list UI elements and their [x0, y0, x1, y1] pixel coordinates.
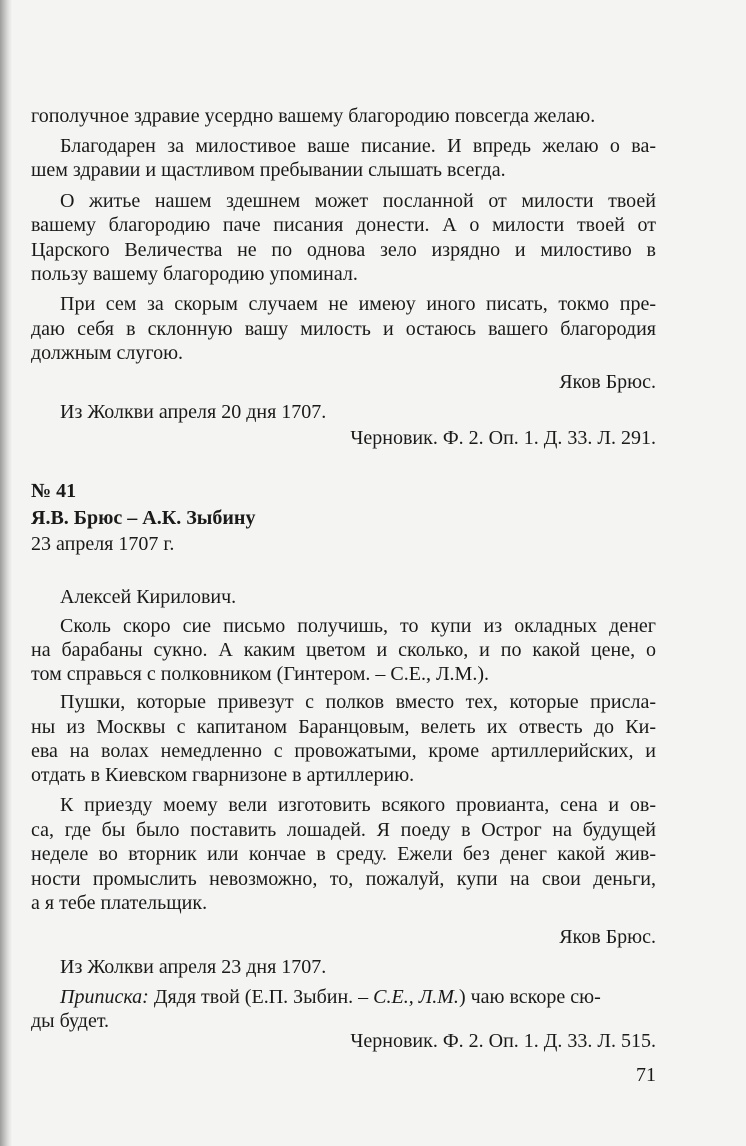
signature: Яков Брюс. [559, 926, 656, 948]
place-date: Из Жолкви апреля 23 дня 1707. [60, 956, 327, 978]
prev-letter-line: даю себя в склонную вашу милость и остаюсь вашего благородия [31, 318, 656, 340]
page-number: 71 [636, 1064, 656, 1086]
letter-line: а я тебе плательщик. [31, 892, 208, 914]
postscript-cont: ды будет. [31, 1010, 110, 1032]
prev-letter-line: При сем за скорым случаем не имеюу иного писать, токмо пре- [60, 293, 656, 315]
letter-line: Пушки, которые привезут с полков вместо тех, которые присла- [60, 691, 656, 713]
postscript-label: Приписка: [60, 986, 149, 1008]
letter-line: са, где бы было поставить лошадей. Я поеду в Острог на будущей [31, 819, 656, 841]
letter-line: том справься с полковником (Гинтером. – С.Е., Л.М.). [31, 663, 489, 685]
letter-line: отдать в Киевском гварнизоне в артиллерию. [31, 764, 415, 786]
letter-date: 23 апреля 1707 г. [31, 533, 175, 555]
letter-line: Сколь скоро сие письмо получишь, то купи из окладных денег [60, 615, 656, 637]
prev-letter-line: должным слугою. [31, 342, 184, 364]
letter-line: ности промыслить невозможно, то, пожалуй, купи на свои деньги, [31, 868, 656, 890]
prev-archive-ref: Черновик. Ф. 2. Оп. 1. Д. 33. Л. 291. [350, 427, 656, 449]
postscript-end: ) чаю вскоре сю- [458, 986, 601, 1008]
letter-line: К приезду моему вели изготовить всякого провианта, сена и ов- [60, 794, 656, 816]
prev-letter-line: О житье нашем здешнем может посланной от милости твоей [60, 190, 656, 212]
prev-letter-line: вашему благородию паче писания донести. А о милости твоей от [31, 214, 656, 236]
letter-line: неделе во вторник или кончае в среду. Ежели без денег какой жив- [31, 843, 656, 865]
postscript-initials: С.Е., Л.М. [373, 986, 459, 1008]
prev-letter-line: гополучное здравие усердно вашему благородию повсегда желаю. [31, 105, 596, 127]
letter-number: № 41 [31, 480, 77, 502]
page-edge-shadow [0, 0, 12, 1146]
letter-line: ева на волах немедленно с провожатыми, кроме артиллерийских, и [31, 740, 656, 762]
letter-heading: Я.В. Брюс – А.К. Зыбину [31, 507, 256, 529]
prev-signature: Яков Брюс. [559, 371, 656, 393]
letter-line: на барабаны сукно. А каким цветом и сколько, и по какой цене, о [31, 639, 656, 661]
archive-ref: Черновик. Ф. 2. Оп. 1. Д. 33. Л. 515. [350, 1030, 656, 1052]
postscript-line [60, 985, 656, 1009]
prev-letter-line: пользу вашему благородию упоминал. [31, 263, 358, 285]
prev-letter-line: Благодарен за милостивое ваше писание. И впредь желаю о ва- [60, 135, 656, 157]
prev-letter-line: шем здравии и щастливом пребывании слышать всегда. [31, 159, 506, 181]
letter-line: ны из Москвы с капитаном Баранцовым, велеть их отвесть до Ки- [31, 716, 656, 738]
postscript-text: Дядя твой (Е.П. Зыбин. – [148, 986, 374, 1008]
prev-place-date: Из Жолкви апреля 20 дня 1707. [60, 401, 327, 423]
prev-letter-line: Царского Величества не по однова зело изрядно и милостиво в [31, 239, 656, 261]
salutation: Алексей Кирилович. [60, 586, 237, 608]
